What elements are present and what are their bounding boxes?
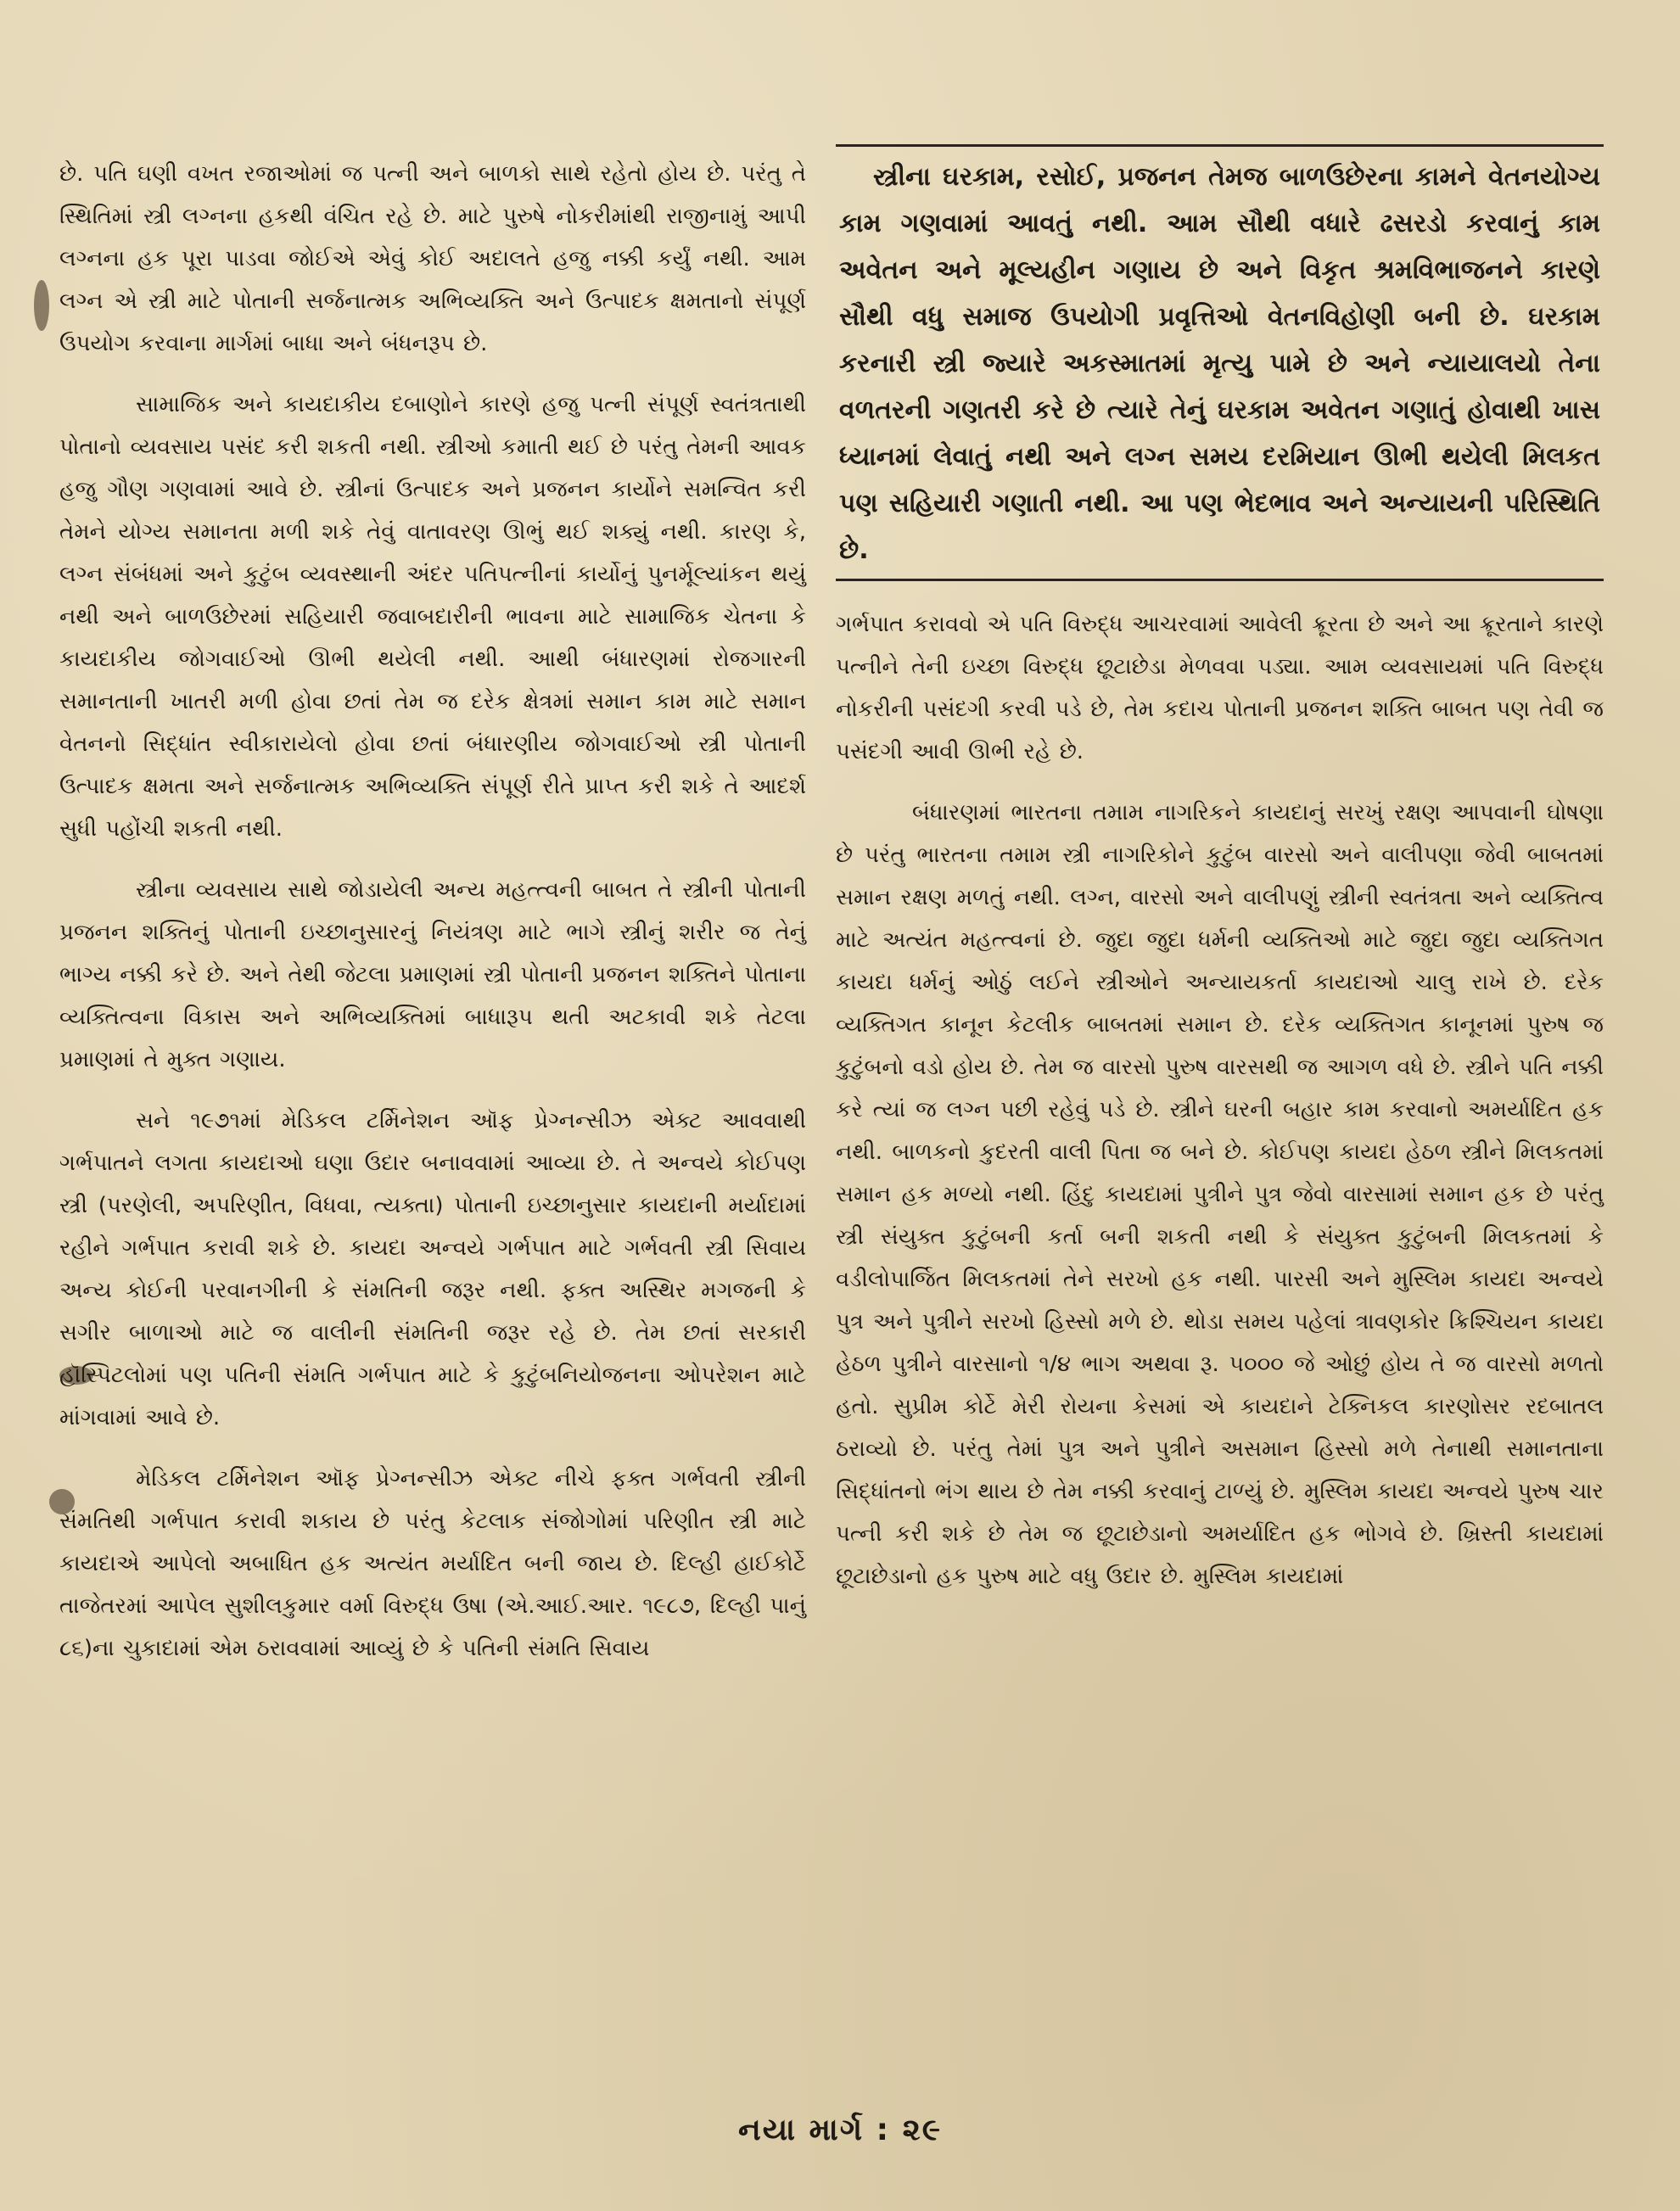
left-paragraph-4: સને ૧૯૭૧માં મેડિકલ ટર્મિનેશન ઑફ પ્રેગ્નન્સીઝ એક્ટ આવવાથી ગર્ભપાતને લગતા કાયદાઓ ઘણા ઉદાર બનાવવામાં આવ્યા છે. તે અન્વયે કોઈપણ સ્ત્રી (પરણેલી, અપરિણીત, વિધવા, ત્યક્તા) પોતાની ઇચ્છાનુસાર કાયદાની મર્યાદામાં રહીને ગર્ભપાત કરાવી શકે છે. કાયદા અન્વયે ગર્ભપાત માટે ગર્ભવતી સ્ત્રી સિવાય અન્ય કોઈની પરવાનગીની કે સંમતિની જરૂર નથી. ફક્ત અસ્થિર મગજની કે સગીર બાળાઓ માટે જ વાલીની સંમતિની જરૂર રહે છે. તેમ છતાં સરકારી હૉસ્પિટલોમાં પણ પતિની સંમતિ ગર્ભપાત માટે કે કુટુંબનિયોજનના ઓપરેશન માટે માંગવામાં આવે છે.	[59, 1108, 806, 1430]
page-footer: નયા માર્ગ : ૨૯	[737, 2113, 943, 2147]
left-paragraph-1: છે. પતિ ઘણી વખત રજાઓમાં જ પત્ની અને બાળકો સાથે રહેતો હોય છે. પરંતુ તે સ્થિતિમાં સ્ત્રી લગ્નના હકથી વંચિત રહે છે. માટે પુરુષે નોકરીમાંથી રાજીનામું આપી લગ્નના હક પૂરા પાડવા જોઈએ એવું કોઈ અદાલતે હજુ નક્કી કર્યું નથી. આમ લગ્ન એ સ્ત્રી માટે પોતાની સર્જનાત્મક અભિવ્યક્તિ અને ઉત્પાદક ક્ષમતાનો સંપૂર્ણ ઉપયોગ કરવાના માર્ગમાં બાધા અને બંધનરૂપ છે.	[59, 161, 806, 356]
right-paragraph-2: બંધારણમાં ભારતના તમામ નાગરિકને કાયદાનું સરખું રક્ષણ આપવાની ઘોષણા છે પરંતુ ભારતના તમામ સ્ત્રી નાગરિકોને કુટુંબ વારસો અને વાલીપણા જેવી બાબતમાં સમાન રક્ષણ મળતું નથી. લગ્ન, વારસો અને વાલીપણું સ્ત્રીની સ્વતંત્રતા અને વ્યક્તિત્વ માટે અત્યંત મહત્ત્વનાં છે. જુદા જુદા ધર્મની વ્યક્તિઓ માટે જુદા જુદા વ્યક્તિગત કાયદા ધર્મનું ઓઠું લઈને સ્ત્રીઓને અન્યાયકર્તા કાયદાઓ ચાલુ રાખે છે. દરેક વ્યક્તિગત કાનૂન કેટલીક બાબતમાં સમાન છે. દરેક વ્યક્તિગત કાનૂનમાં પુરુષ જ કુટુંબનો વડો હોય છે. તેમ જ વારસો પુરુષ વારસથી જ આગળ વધે છે. સ્ત્રીને પતિ નક્કી કરે ત્યાં જ લગ્ન પછી રહેવું પડે છે. સ્ત્રીને ઘરની બહાર કામ કરવાનો અમર્યાદિત હક નથી. બાળકનો કુદરતી વાલી પિતા જ બને છે. કોઈપણ કાયદા હેઠળ સ્ત્રીને મિલકતમાં સમાન હક મળ્યો નથી. હિંદુ કાયદામાં પુત્રીને પુત્ર જેવો વારસામાં સમાન હક છે પરંતુ સ્ત્રી સંયુક્ત કુટુંબની કર્તા બની શકતી નથી કે સંયુક્ત કુટુંબની મિલકતમાં કે વડીલોપાર્જિત મિલકતમાં તેને સરખો હક નથી. પારસી અને મુસ્લિમ કાયદા અન્વયે પુત્ર અને પુત્રીને સરખો હિસ્સો મળે છે. થોડા સમય પહેલાં ત્રાવણકોર ક્રિશ્ચિયન કાયદા હેઠળ પુત્રીને વારસાનો ૧/૪ ભાગ અથવા રૂ. ૫૦૦૦ જે ઓછું હોય તે જ વારસો મળતો હતો. સુપ્રીમ કોર્ટે મેરી રોયના કેસમાં એ કાયદાને ટેક્નિકલ કારણોસર રદબાતલ ઠરાવ્યો છે. પરંતુ તેમાં પુત્ર અને પુત્રીને અસમાન હિસ્સો મળે તેનાથી સમાનતાના સિદ્ધાંતનો ભંગ થાય છે તેમ નક્કી કરવાનું ટાળ્યું છે. મુસ્લિમ કાયદા અન્વયે પુરુષ ચાર પત્ની કરી શકે છે તેમ જ છૂટાછેડાનો અમર્યાદિત હક ભોગવે છે. ખ્રિસ્તી કાયદામાં છૂટાછેડાનો હક પુરુષ માટે વધુ ઉદાર છે. મુસ્લિમ કાયદામાં	[836, 800, 1604, 1589]
left-paragraph-3: સ્ત્રીના વ્યવસાય સાથે જોડાયેલી અન્ય મહત્ત્વની બાબત તે સ્ત્રીની પોતાની પ્રજનન શક્તિનું પોતાની ઇચ્છાનુસારનું નિયંત્રણ માટે ભાગે સ્ત્રીનું શરીર જ તેનું ભાગ્ય નક્કી કરે છે. અને તેથી જેટલા પ્રમાણમાં સ્ત્રી પોતાની પ્રજનન શક્તિને પોતાના વ્યક્તિત્વના વિકાસ અને અભિવ્યક્તિમાં બાધારૂપ થતી અટકાવી શકે તેટલા પ્રમાણમાં તે મુક્ત ગણાય.	[59, 877, 806, 1072]
left-paragraph-2: સામાજિક અને કાયદાકીય દબાણોને કારણે હજુ પત્ની સંપૂર્ણ સ્વતંત્રતાથી પોતાનો વ્યવસાય પસંદ કરી શકતી નથી. સ્ત્રીઓ કમાતી થઈ છે પરંતુ તેમની આવક હજુ ગૌણ ગણવામાં આવે છે. સ્ત્રીનાં ઉત્પાદક અને પ્રજનન કાર્યોને સમન્વિત કરી તેમને યોગ્ય સમાનતા મળી શકે તેવું વાતાવરણ ઊભું થઈ શક્યું નથી. કારણ કે, લગ્ન સંબંધમાં અને કુટુંબ વ્યવસ્થાની અંદર પતિપત્નીનાં કાર્યોનું પુનર્મૂલ્યાંકન થયું નથી અને બાળઉછેરમાં સહિયારી જવાબદારીની ભાવના માટે સામાજિક ચેતના કે કાયદાકીય જોગવાઈઓ ઊભી થયેલી નથી. આથી બંધારણમાં રોજગારની સમાનતાની ખાતરી મળી હોવા છતાં તેમ જ દરેક ક્ષેત્રમાં સમાન કામ માટે સમાન વેતનનો સિદ્ધાંત સ્વીકારાયેલો હોવા છતાં બંધારણીય જોગવાઈઓ સ્ત્રી પોતાની ઉત્પાદક ક્ષમતા અને સર્જનાત્મક અભિવ્યક્તિ સંપૂર્ણ રીતે પ્રાપ્ત કરી શકે તે આદર્શ સુધી પહોંચી શકતી નથી.	[59, 392, 806, 842]
highlight-box	[836, 144, 1604, 581]
right-paragraph-1: ગર્ભપાત કરાવવો એ પતિ વિરુદ્ધ આચરવામાં આવેલી ક્રૂરતા છે અને આ ક્રૂરતાને કારણે પત્નીને તેની ઇચ્છા વિરુદ્ધ છૂટાછેડા મેળવવા પડ્યા. આમ વ્યવસાયમાં પતિ વિરુદ્ધ નોકરીની પસંદગી કરવી પડે છે, તેમ કદાચ પોતાની પ્રજનન શક્તિ બાબત પણ તેવી જ પસંદગી આવી ઊભી રહે છે.	[836, 612, 1604, 764]
left-paragraph-5: મેડિકલ ટર્મિનેશન ઑફ પ્રેગ્નન્સીઝ એક્ટ નીચે ફક્ત ગર્ભવતી સ્ત્રીની સંમતિથી ગર્ભપાત કરાવી શકાય છે પરંતુ કેટલાક સંજોગોમાં પરિણીત સ્ત્રી માટે કાયદાએ આપેલો અબાધિત હક અત્યંત મર્યાદિત બની જાય છે. દિલ્હી હાઈકોર્ટે તાજેતરમાં આપેલ સુશીલકુમાર વર્મા વિરુદ્ધ ઉષા (એ.આઈ.આર. ૧૯૮૭, દિલ્હી પાનું ૮૬)ના ચુકાદામાં એમ ઠરાવવામાં આવ્યું છે કે પતિની સંમતિ સિવાય	[59, 1466, 806, 1661]
ink-blot	[34, 280, 49, 331]
left-column	[59, 153, 806, 1688]
highlight-text: સ્ત્રીના ઘરકામ, રસોઈ, પ્રજનન તેમજ બાળઉછેરના કામને વેતનયોગ્ય કામ ગણવામાં આવતું નથી. આમ સૌથી વધારે ઢસરડો કરવાનું કામ અવેતન અને મૂલ્યહીન ગણાય છે અને વિકૃત શ્રમવિભાજનને કારણે સૌથી વધુ સમાજ ઉપયોગી પ્રવૃત્તિઓ વેતનવિહોણી બની છે. ઘરકામ કરનારી સ્ત્રી જ્યારે અકસ્માતમાં મૃત્યુ પામે છે અને ન્યાયાલયો તેના વળતરની ગણતરી કરે છે ત્યારે તેનું ઘરકામ અવેતન ગણાતું હોવાથી ખાસ ધ્યાનમાં લેવાતું નથી અને લગ્ન સમય દરમિયાન ઊભી થયેલી મિલકત પણ સહિયારી ગણાતી નથી. આ પણ ભેદભાવ અને અન્યાયની પરિસ્થિતિ છે.	[839, 162, 1600, 565]
right-column	[836, 144, 1604, 1616]
